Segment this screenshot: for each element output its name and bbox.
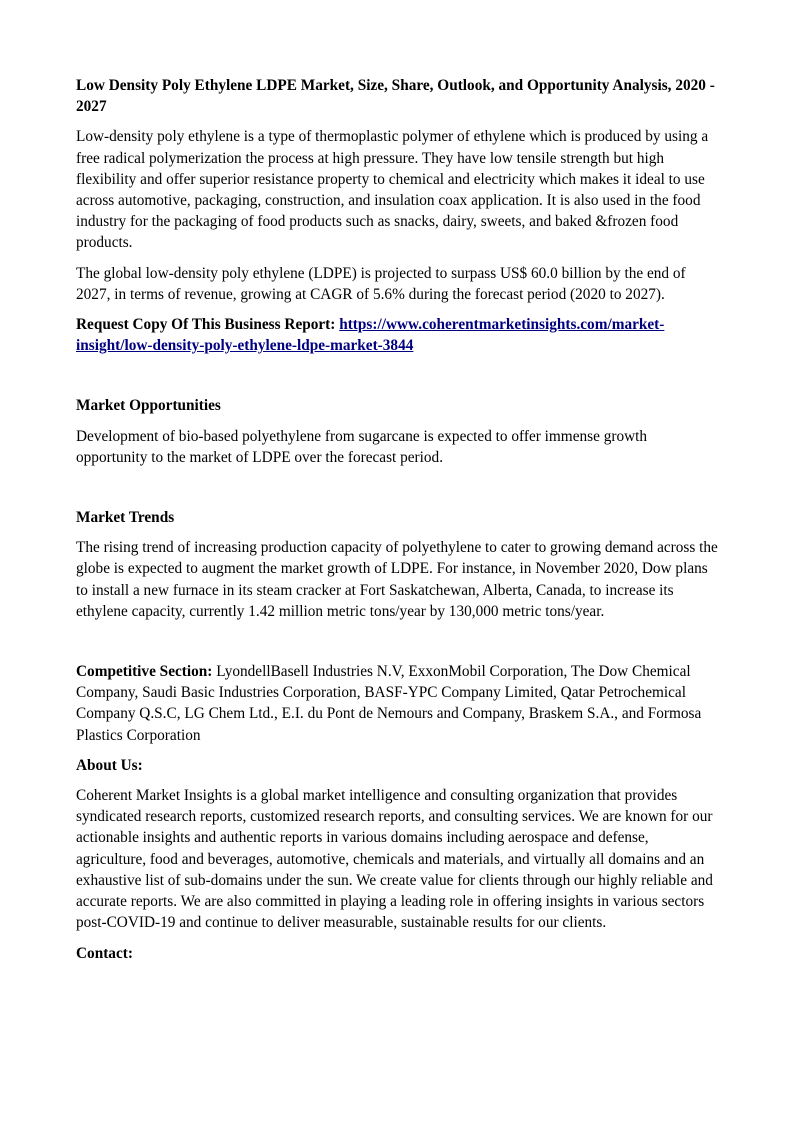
report-link[interactable]: https://www.coherentmarketinsights.com/market-insight/low-density-poly-ethylene-ldpe-market-3844 xyxy=(76,316,665,355)
market-opportunities-body: Development of bio-based polyethylene from sugarcane is expected to offer immense growth opportunity to the market of LDPE over the forecast period. xyxy=(76,427,648,466)
about-us-heading: About Us: xyxy=(76,756,143,774)
about-us-body: Coherent Market Insights is a global market intelligence and consulting organization that provides syndicated research reports, customized research reports, and consulting services. We are known for our actionable insights and authentic reports in various domains including aerospace and defense, agriculture, food and beverages, automotive, chemicals and materials, and virtually all domains and an exhaustive list of sub-domains under the sun. We create value for clients through our highly reliable and accurate reports. We are also committed in playing a leading role in offering insights in various sectors post-COVID-19 and continue to deliver measurable, sustainable results for our clients. xyxy=(76,787,713,932)
request-copy-label: Request Copy Of This Business Report: xyxy=(76,316,340,334)
market-trends-body: The rising trend of increasing production capacity of polyethylene to cater to growing demand across the globe is expected to augment the market growth of LDPE. For instance, in November 2020, Dow plans to install a new furnace in its steam cracker at Fort Saskatchewan, Alberta, Canada, to increase its ethylene capacity, currently 1.42 million metric tons/year by 130,000 metric tons/year. xyxy=(76,539,718,620)
competitive-section xyxy=(76,661,720,746)
market-size-paragraph: The global low-density poly ethylene (LDPE) is projected to surpass US$ 60.0 billion by the end of 2027, in terms of revenue, growing at CAGR of 5.6% during the forecast period (2020 to 2027). xyxy=(76,264,686,303)
spacer xyxy=(76,365,720,395)
document-title: Low Density Poly Ethylene LDPE Market, Size, Share, Outlook, and Opportunity Analysis, 2020 - 2027 xyxy=(76,77,715,116)
market-opportunities-heading: Market Opportunities xyxy=(76,397,221,415)
spacer xyxy=(76,631,720,661)
document-page xyxy=(76,75,720,973)
contact-heading: Contact: xyxy=(76,944,133,962)
request-copy-line xyxy=(76,314,720,356)
intro-paragraph: Low-density poly ethylene is a type of thermoplastic polymer of ethylene which is produced by using a free radical polymerization the process at high pressure. They have low tensile strength but high flexibility and offer superior resistance property to chemical and electricity which makes it ideal to use across automotive, packaging, construction, and insulation coax application. It is also used in the food industry for the packaging of food products such as snacks, dairy, sweets, and baked &frozen food products. xyxy=(76,128,709,252)
market-trends-heading: Market Trends xyxy=(76,509,175,527)
competitive-section-body: LyondellBasell Industries N.V, ExxonMobil Corporation, The Dow Chemical Company, Saudi Basic Industries Corporation, BASF-YPC Company Limited, Qatar Petrochemical Company Q.S.C, LG Chem Ltd., E.I. du Pont de Nemours and Company, Braskem S.A., and Formosa Plastics Corporation xyxy=(76,663,702,744)
spacer xyxy=(76,477,720,507)
competitive-section-label: Competitive Section: xyxy=(76,663,213,681)
